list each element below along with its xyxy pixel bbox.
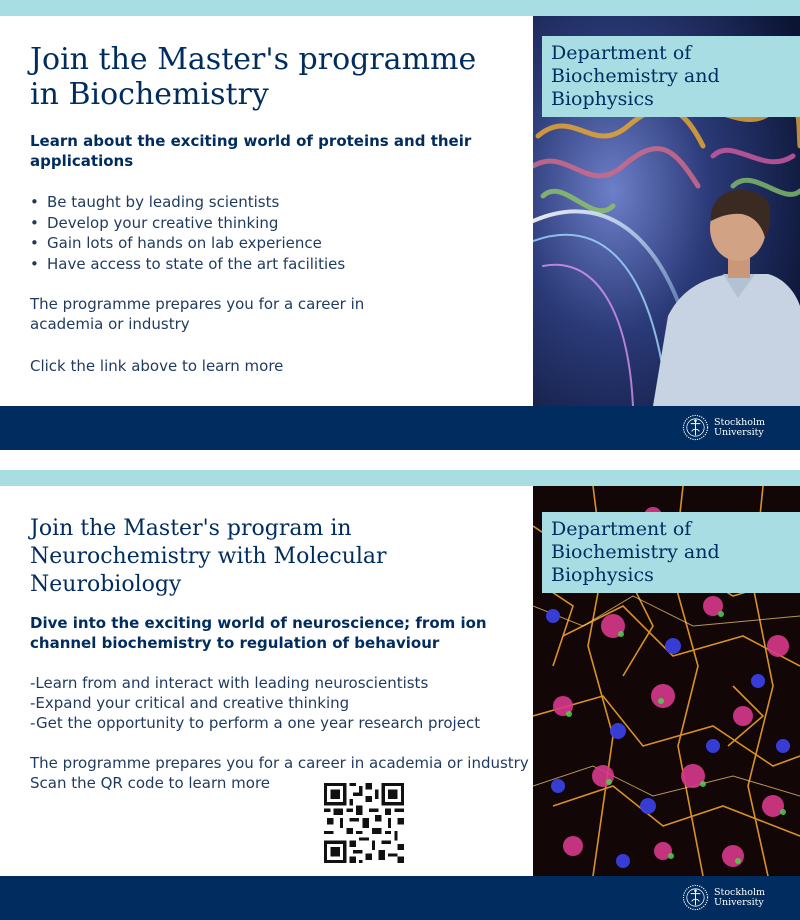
stockholm-university-logo xyxy=(682,414,772,441)
department-label: Department of Biochemistry and Biophysics xyxy=(542,36,800,117)
career-text: The programme prepares you for a career in academia or industry xyxy=(30,754,529,772)
list-item: • Develop your creative thinking xyxy=(30,213,345,234)
university-name: Stockholm University xyxy=(714,886,766,908)
career-text: The programme prepares you for a career in academia or industry xyxy=(30,295,365,333)
slide-lead: Dive into the exciting world of neuroscience; from ion channel biochemistry to regulation of behaviour xyxy=(30,614,487,652)
cta-text: Scan the QR code to learn more xyxy=(30,774,271,792)
cta-text[interactable]: Click the link above to learn more xyxy=(30,357,284,375)
list-item: • Gain lots of hands on lab experience xyxy=(30,233,345,254)
qr-code-icon[interactable] xyxy=(324,783,404,863)
slide-title: Join the Master's programme in Biochemistry xyxy=(30,42,477,112)
stockholm-university-seal-icon xyxy=(682,884,709,911)
department-label: Department of Biochemistry and Biophysics xyxy=(542,512,800,593)
university-name: Stockholm University xyxy=(714,416,766,438)
slide-biochemistry xyxy=(0,0,800,450)
slide-title: Join the Master's program in Neurochemistry with Molecular Neurobiology xyxy=(30,516,387,597)
list-item: • Be taught by leading scientists xyxy=(30,192,345,213)
top-accent-bar xyxy=(0,0,800,16)
footer-bar xyxy=(0,406,800,450)
stockholm-university-seal-icon xyxy=(682,414,709,441)
list-item: -Learn from and interact with leading neuroscientists xyxy=(30,674,429,692)
footer-bar xyxy=(0,876,800,920)
top-accent-bar xyxy=(0,470,800,486)
benefits-list xyxy=(30,192,345,274)
stockholm-university-logo xyxy=(682,884,772,911)
list-item: • Have access to state of the art facilities xyxy=(30,254,345,275)
list-item: -Expand your critical and creative thinking xyxy=(30,694,350,712)
slide-lead: Learn about the exciting world of proteins and their applications xyxy=(30,132,472,170)
list-item: -Get the opportunity to perform a one year research project xyxy=(30,714,481,732)
